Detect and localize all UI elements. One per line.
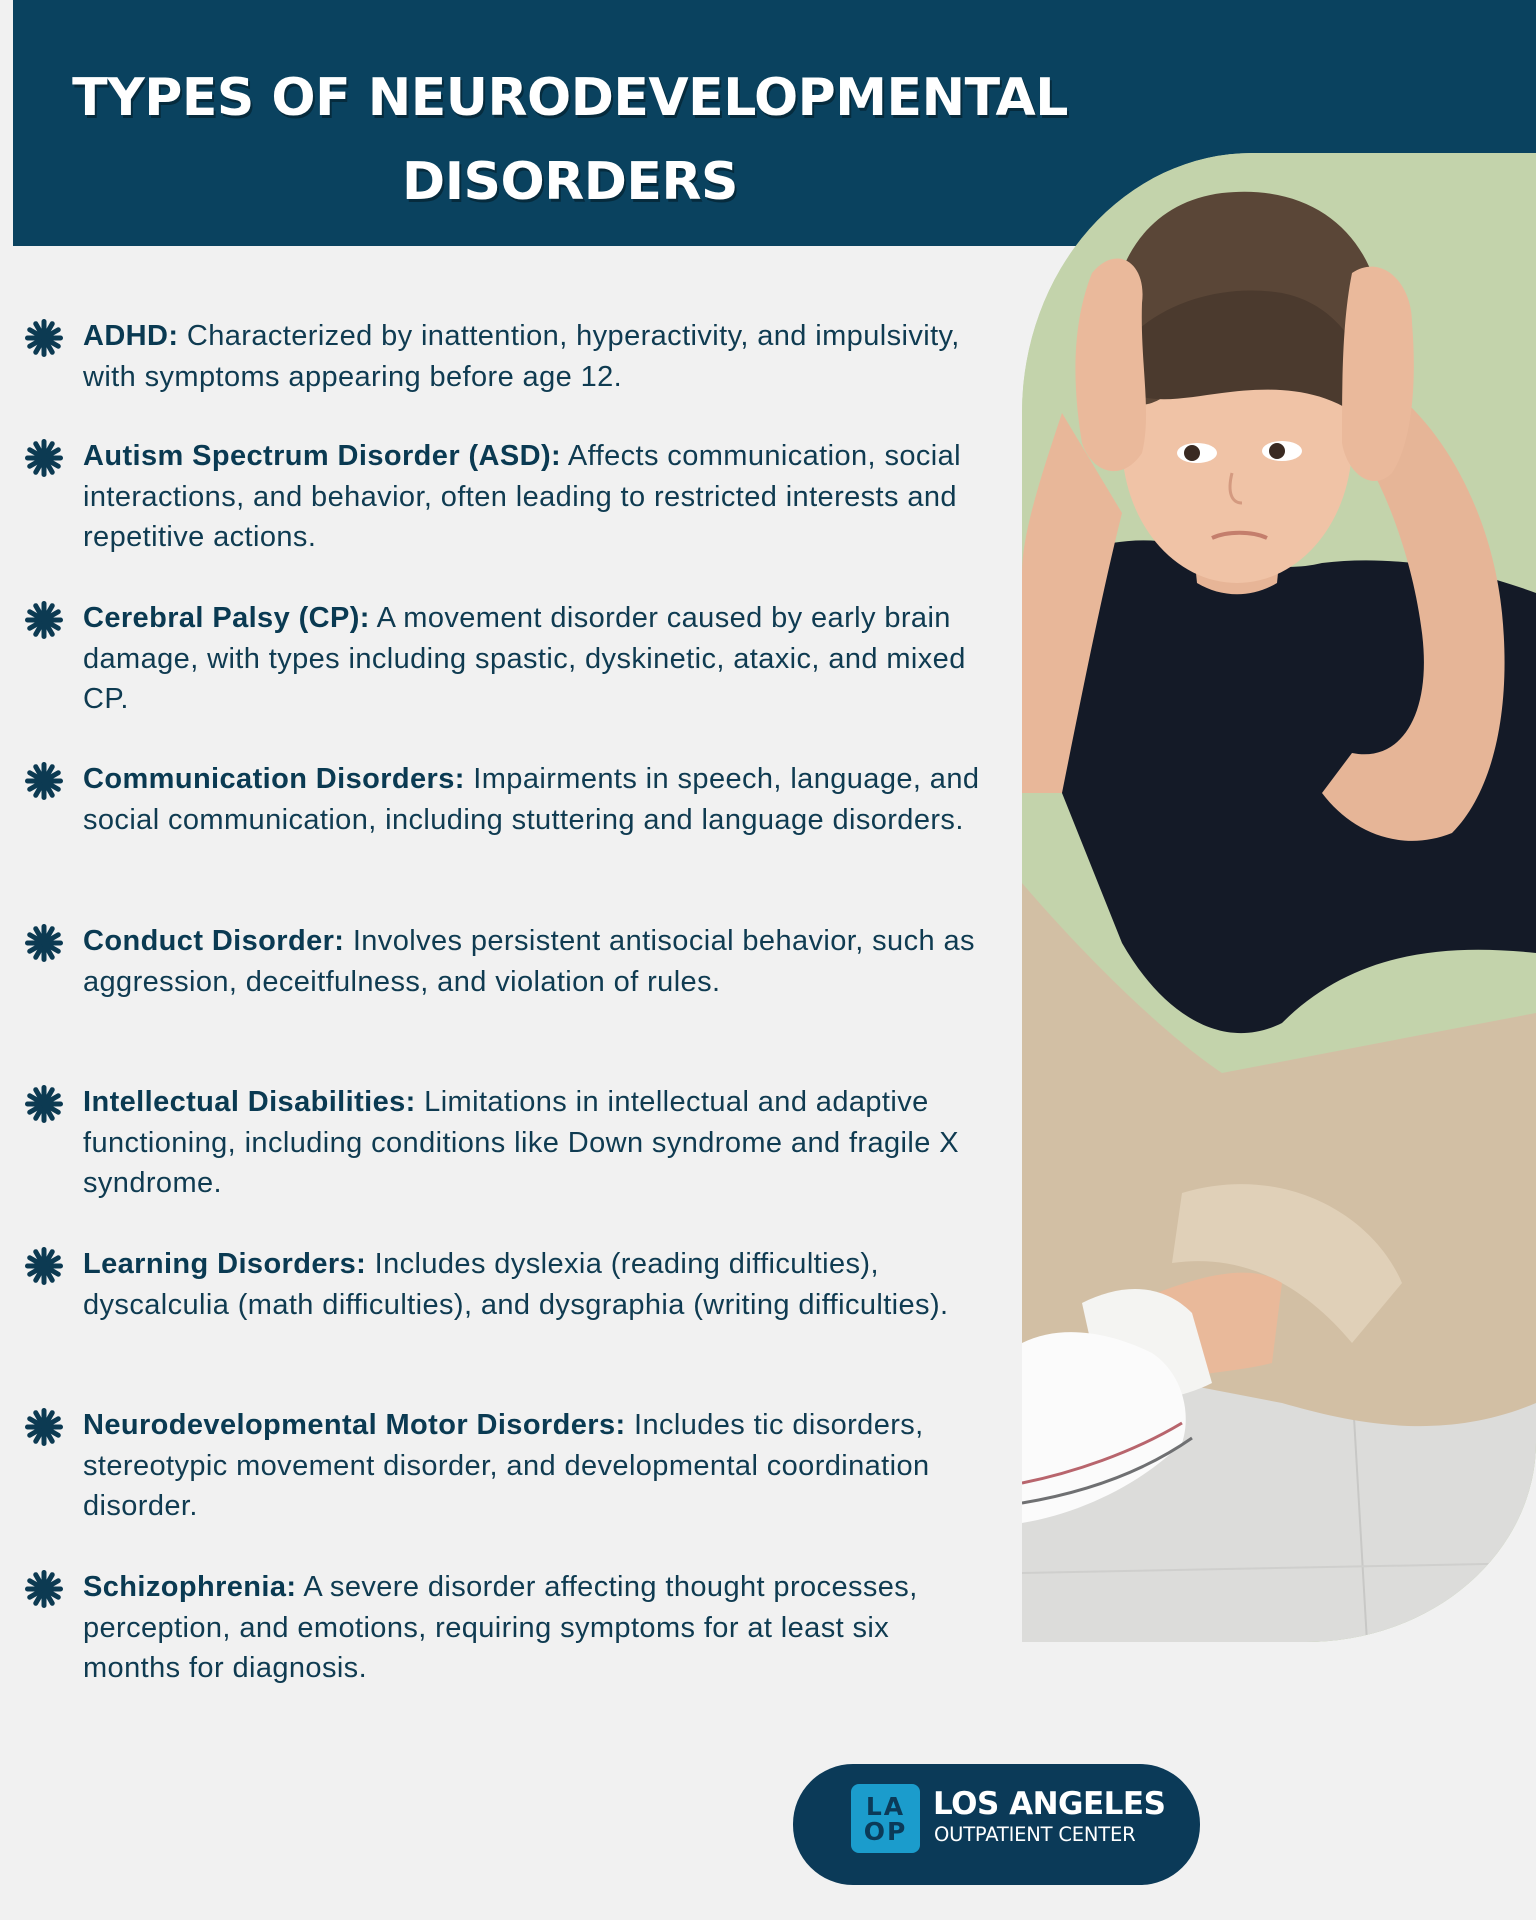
item-term: ADHD: bbox=[83, 320, 179, 352]
logo-icon-row-1: LA bbox=[865, 1792, 906, 1821]
brand-logo[interactable] bbox=[793, 1764, 1200, 1885]
item-term: Autism Spectrum Disorder (ASD): bbox=[83, 440, 562, 472]
item-text bbox=[83, 1082, 988, 1204]
item-text bbox=[83, 759, 988, 840]
starburst-icon bbox=[24, 600, 64, 640]
item-description: Involves persistent antisocial behavior, such as aggression, deceitfulness, and violation of rules. bbox=[83, 925, 975, 998]
laop-logo-icon bbox=[851, 1784, 920, 1853]
starburst-icon bbox=[24, 438, 64, 478]
starburst-icon bbox=[24, 1084, 64, 1124]
item-text bbox=[83, 598, 988, 720]
item-text bbox=[83, 1405, 988, 1527]
item-text bbox=[83, 436, 988, 558]
logo-name: LOS ANGELES bbox=[933, 1786, 1166, 1822]
item-description: Impairments in speech, language, and social communication, including stuttering and language disorders. bbox=[83, 763, 980, 836]
item-description: A movement disorder caused by early brain damage, with types including spastic, dyskinetic, ataxic, and mixed CP. bbox=[83, 602, 966, 715]
starburst-icon bbox=[24, 1407, 64, 1447]
logo-subtitle: OUTPATIENT CENTER bbox=[934, 1823, 1136, 1846]
starburst-icon bbox=[24, 761, 64, 801]
logo-icon-row-2: OP bbox=[863, 1817, 908, 1846]
starburst-icon bbox=[24, 1569, 64, 1609]
starburst-icon bbox=[24, 923, 64, 963]
item-term: Learning Disorders: bbox=[83, 1248, 367, 1280]
item-description: A severe disorder affecting thought processes, perception, and emotions, requiring symptoms for at least six months for diagnosis. bbox=[83, 1571, 918, 1684]
item-description: Includes dyslexia (reading difficulties), dyscalculia (math difficulties), and dysgraphia (writing difficulties). bbox=[83, 1248, 949, 1321]
title-line-1: TYPES OF NEURODEVELOPMENTAL bbox=[72, 68, 1068, 128]
item-description: Limitations in intellectual and adaptive functioning, including conditions like Down syndrome and fragile X syndrome. bbox=[83, 1086, 959, 1199]
page-title bbox=[0, 56, 1140, 224]
starburst-icon bbox=[24, 1246, 64, 1286]
item-description: Characterized by inattention, hyperactivity, and impulsivity, with symptoms appearing before age 12. bbox=[83, 320, 960, 393]
title-line-2: DISORDERS bbox=[402, 152, 738, 212]
item-term: Communication Disorders: bbox=[83, 763, 465, 795]
item-term: Conduct Disorder: bbox=[83, 925, 345, 957]
item-text bbox=[83, 921, 988, 1002]
item-description: Includes tic disorders, stereotypic movement disorder, and developmental coordination disorder. bbox=[83, 1409, 930, 1522]
item-term: Cerebral Palsy (CP): bbox=[83, 602, 370, 634]
hero-photo bbox=[1022, 153, 1536, 1642]
item-text bbox=[83, 316, 988, 397]
item-text bbox=[83, 1567, 988, 1689]
item-text bbox=[83, 1244, 988, 1325]
child-illustration bbox=[1022, 153, 1536, 1642]
item-term: Neurodevelopmental Motor Disorders: bbox=[83, 1409, 626, 1441]
item-term: Intellectual Disabilities: bbox=[83, 1086, 416, 1118]
item-term: Schizophrenia: bbox=[83, 1571, 297, 1603]
starburst-icon bbox=[24, 318, 64, 358]
item-description: Affects communication, social interactions, and behavior, often leading to restricted interests and repetitive actions. bbox=[83, 440, 961, 553]
